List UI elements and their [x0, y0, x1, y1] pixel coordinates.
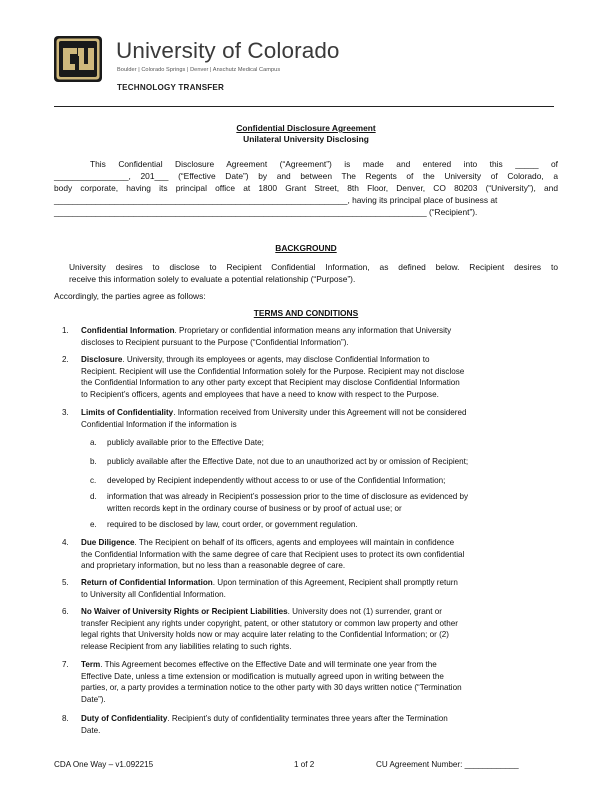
background-heading: BACKGROUND: [275, 243, 337, 253]
term-title: No Waiver of University Rights or Recipient Liabilities: [81, 607, 288, 616]
footer-version: CDA One Way – v1.092215: [54, 760, 154, 769]
limit-letter: d.: [90, 492, 97, 501]
agree-statement: Accordingly, the parties agree as follows:: [54, 291, 206, 301]
footer-agreement-number: CU Agreement Number: ____________: [376, 760, 519, 769]
term-title: Disclosure: [81, 355, 123, 364]
title-line-1: Confidential Disclosure Agreement: [236, 123, 376, 133]
term-item: 6. No Waiver of University Rights or Recipient Liabilities. University does not (1) surrender, grant or transfer Recipient any rights under copyright, patent, or other statutory or common law property and other legal rights that University holds now or may acquire later relating to the Confidential Information; or (2) release Recipient from any liabilities relating to such rights.: [62, 607, 458, 652]
term-item: 7. Term. This Agreement becomes effective on the Effective Date and will terminate one year from the Effective Date, unless a time extension or modification is mutually agreed upon in writing between the parties, or, a party provides a termination notice to the other party with 30 days written notice (“Termination Date”).: [62, 660, 462, 705]
term-item: 8. Duty of Confidentiality. Recipient’s duty of confidentiality terminates three years after the Termination Date.: [62, 714, 448, 735]
term-title: Confidential Information: [81, 326, 175, 335]
term-item: 5. Return of Confidential Information. Upon termination of this Agreement, Recipient shall promptly return to University all Confidential Information.: [62, 578, 458, 599]
limit-letter: e.: [90, 520, 97, 529]
intro-line: This Confidential Disclosure Agreement (“Agreement”) is made and entered into this _____ of: [90, 159, 558, 169]
term-text: The Recipient on behalf of its officers, agents and employees will maintain in confidence: [138, 538, 455, 547]
term-text: Effective Date, unless a time extension or modification is mutually agreed upon in writing between the: [81, 671, 444, 681]
background-text: University desires to disclose to Recipient Confidential Information, as defined below. Recipient desires to: [69, 262, 558, 272]
term-text: the Confidential Information with the same degree of care that Recipient uses to protect its own confidential: [81, 549, 465, 559]
term-number: 8.: [62, 714, 69, 723]
term-number: 4.: [62, 538, 69, 547]
footer-page-number: 1 of 2: [294, 760, 315, 769]
term-number: 3.: [62, 408, 69, 417]
limit-item: [90, 475, 445, 487]
term-text: legal rights that University holds now or may acquire later relating to the Confidential Information; or (2): [81, 630, 449, 640]
term-text: University does not (1) surrender, grant or: [292, 607, 442, 616]
limit-text: information that was already in Recipient’s possession prior to the time of disclosure as evidenced by: [107, 492, 469, 501]
document-title: [54, 123, 558, 145]
term-item: 1. Confidential Information. Proprietary or confidential information means any information that University discloses to Recipient pursuant to the Purpose (“Confidential Information”).: [62, 326, 452, 347]
term-text: to University all Confidential Information.: [81, 589, 226, 599]
limit-text: publicly available prior to the Effective Date;: [107, 438, 264, 447]
term-text: Date”).: [81, 695, 106, 705]
term-text: parties, or, a party provides a termination notice to the other party with 30 days written notice (“Termination: [81, 683, 462, 693]
limit-letter: c.: [90, 476, 97, 485]
limit-text: developed by Recipient independently without access to or use of the Confidential Information;: [107, 476, 446, 485]
university-name: University of Colorado: [116, 38, 340, 63]
term-title: Due Diligence: [81, 538, 135, 547]
term-text: University, through its employees or agents, may disclose Confidential Information to: [126, 355, 430, 364]
limit-text: publicly available after the Effective Date, not due to an unauthorized act by or omission of Recipient;: [107, 457, 469, 466]
term-text: Date.: [81, 725, 101, 735]
term-item: 2. Disclosure. University, through its employees or agents, may disclose Confidential Information to Recipient. Recipient will use the Confidential Information solely for the Purpose. Recipient may not disclose the Confidential Information to any other party except that Recipient may disclose Confidential Information to Recipient’s officers, agents and employees that have a need to know with respect to the Purpose.: [62, 355, 465, 400]
limit-item: [90, 456, 468, 468]
term-text: discloses to Recipient pursuant to the Purpose (“Confidential Information”).: [81, 337, 349, 347]
term-text: and proprietary information, but no less than a reasonable degree of care.: [81, 561, 346, 571]
term-number: 2.: [62, 355, 69, 364]
term-text: the Confidential Information to any other party except that Recipient may disclose Confidential Information: [81, 378, 460, 388]
term-item: 3. Limits of Confidentiality. Information received from University under this Agreement will not be considered Confidential Information if the information is: [62, 408, 467, 429]
cu-logo-icon: [54, 36, 102, 82]
intro-line: body corporate, having its principal office at 1800 Grant Street, 8th Floor, Denver, CO 80203 (“University”), and: [54, 183, 558, 193]
title-line-2: Unilateral University Disclosing: [243, 134, 369, 144]
term-text: Recipient. Recipient will use the Confidential Information solely for the Purpose. Recipient may not disclose: [81, 366, 465, 376]
term-number: 7.: [62, 660, 69, 669]
limit-text: written records kept in the ordinary course of business or by proof of actual use; or: [107, 503, 402, 513]
intro-line: ________________, 201___ (“Effective Date”) by and between The Regents of the University of Colorado, a: [54, 171, 558, 181]
terms-heading: TERMS AND CONDITIONS: [253, 308, 359, 318]
term-number: 5.: [62, 578, 69, 587]
term-title: Duty of Confidentiality: [81, 714, 168, 723]
term-text: Recipient’s duty of confidentiality terminates three years after the Termination: [171, 714, 448, 723]
limit-item: [90, 491, 468, 514]
limit-item: [90, 437, 264, 449]
limit-letter: b.: [90, 457, 97, 466]
limit-text: required to be disclosed by law, court order, or government regulation.: [107, 520, 358, 529]
term-text: to Recipient’s officers, agents and employees that have a need to know with respect to the Purpose.: [81, 390, 439, 400]
term-text: release Recipient from any liabilities relating to such rights.: [81, 642, 292, 652]
intro-line: ________________________________________________________________________________ (“Recipient”).: [54, 207, 478, 217]
term-title: Return of Confidential Information: [81, 578, 213, 587]
term-text: transfer Recipient any rights under copyright, patent, or other statutory or common law property and other: [81, 618, 458, 628]
term-title: Limits of Confidentiality: [81, 408, 174, 417]
term-number: 6.: [62, 607, 69, 616]
limit-item: [90, 519, 358, 531]
intro-line: _______________________________________________________________, having its principal place of business at: [54, 195, 498, 205]
cu-logo: [54, 36, 102, 82]
campus-list: Boulder | Colorado Springs | Denver | Anschutz Medical Campus: [117, 67, 281, 73]
header-rule: [54, 106, 554, 107]
limit-letter: a.: [90, 438, 97, 447]
term-text: Upon termination of this Agreement, Recipient shall promptly return: [217, 578, 458, 587]
term-item: 4. Due Diligence. The Recipient on behalf of its officers, agents and employees will maintain in confidence the Confidential Information with the same degree of care that Recipient uses to protect its own confidential and proprietary information, but no less than a reasonable degree of care.: [62, 538, 465, 571]
term-text: Confidential Information if the information is: [81, 419, 237, 429]
department-name: TECHNOLOGY TRANSFER: [117, 83, 225, 92]
term-text: Proprietary or confidential information means any information that University: [179, 326, 452, 335]
term-title: Term: [81, 660, 101, 669]
background-text: receive this information solely to evaluate a potential relationship (“Purpose”).: [69, 274, 356, 284]
term-text: This Agreement becomes effective on the Effective Date and will terminate one year from the: [104, 660, 437, 669]
term-text: Information received from University under this Agreement will not be considered: [177, 408, 467, 417]
term-number: 1.: [62, 326, 69, 335]
